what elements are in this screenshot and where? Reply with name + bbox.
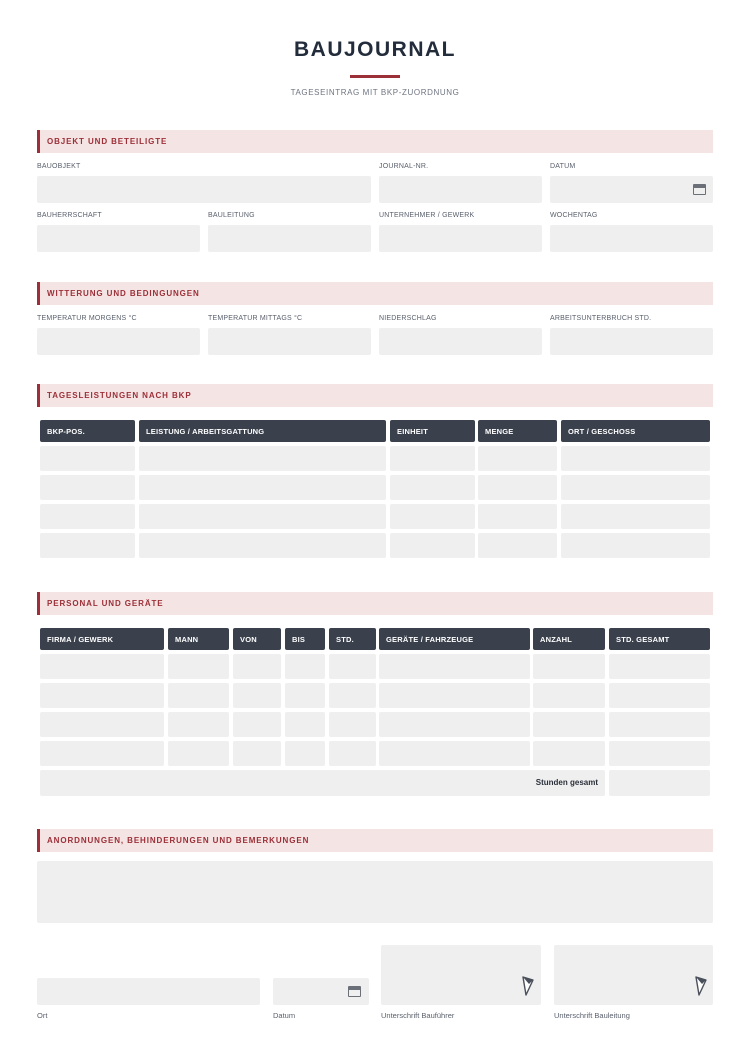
- pen-nib-icon: [694, 975, 708, 997]
- table-cell[interactable]: [40, 683, 164, 708]
- field-temp-mittags[interactable]: [208, 328, 371, 355]
- page-subtitle: TAGESEINTRAG MIT BKP-ZUORDNUNG: [290, 88, 460, 97]
- section-objekt: [37, 130, 713, 153]
- column-header: ORT / GESCHOSS: [561, 420, 710, 442]
- table-cell[interactable]: [533, 712, 605, 737]
- label-footer-datum: Datum: [273, 1011, 296, 1020]
- field-unternehmer[interactable]: [379, 225, 542, 252]
- calendar-icon[interactable]: [348, 986, 361, 997]
- label-sig-baufuehrer: Unterschrift Bauführer: [381, 1011, 455, 1020]
- table-cell[interactable]: [561, 504, 710, 529]
- label-bauleitung: BAULEITUNG: [208, 212, 255, 219]
- table-cell[interactable]: [40, 654, 164, 679]
- table-cell[interactable]: [139, 446, 386, 471]
- table-cell[interactable]: [379, 741, 530, 766]
- table-cell[interactable]: [168, 712, 229, 737]
- signature-baufuehrer[interactable]: [381, 945, 541, 1005]
- table-cell[interactable]: [233, 741, 281, 766]
- table-cell[interactable]: [561, 446, 710, 471]
- table-cell[interactable]: [533, 741, 605, 766]
- label-bauobjekt: BAUOBJEKT: [37, 163, 81, 170]
- table-cell[interactable]: [233, 683, 281, 708]
- pen-nib-icon: [521, 975, 535, 997]
- table-cell[interactable]: [285, 741, 325, 766]
- table-cell[interactable]: [40, 475, 135, 500]
- table-cell[interactable]: [168, 654, 229, 679]
- table-cell[interactable]: [233, 712, 281, 737]
- table-cell[interactable]: [533, 654, 605, 679]
- field-bauherrschaft[interactable]: [37, 225, 200, 252]
- signature-bauleitung[interactable]: [554, 945, 713, 1005]
- table-cell[interactable]: [285, 654, 325, 679]
- field-temp-morgens[interactable]: [37, 328, 200, 355]
- table-cell[interactable]: [390, 504, 475, 529]
- table-cell[interactable]: [40, 446, 135, 471]
- section-witterung-title: WITTERUNG UND BEDINGUNGEN: [47, 289, 200, 298]
- column-header: LEISTUNG / ARBEITSGATTUNG: [139, 420, 386, 442]
- table-cell[interactable]: [285, 683, 325, 708]
- column-header: GERÄTE / FAHRZEUGE: [379, 628, 530, 650]
- section-leistungen: [37, 384, 713, 407]
- field-ort[interactable]: [37, 978, 260, 1005]
- table-cell[interactable]: [379, 683, 530, 708]
- field-total-hours[interactable]: [609, 770, 710, 796]
- table-cell[interactable]: [40, 533, 135, 558]
- column-header: VON: [233, 628, 281, 650]
- table-cell[interactable]: [40, 712, 164, 737]
- table-cell[interactable]: [139, 475, 386, 500]
- table-cell[interactable]: [390, 446, 475, 471]
- section-leistungen-title: TAGESLEISTUNGEN NACH BKP: [47, 391, 192, 400]
- field-bemerkungen[interactable]: [37, 861, 713, 923]
- label-wochentag: WOCHENTAG: [550, 212, 598, 219]
- column-header: BKP-POS.: [40, 420, 135, 442]
- field-bauleitung[interactable]: [208, 225, 371, 252]
- table-cell[interactable]: [609, 683, 710, 708]
- label-niederschlag: NIEDERSCHLAG: [379, 315, 437, 322]
- table-cell[interactable]: [233, 654, 281, 679]
- table-cell[interactable]: [478, 533, 557, 558]
- table-cell[interactable]: [609, 712, 710, 737]
- column-header: MENGE: [478, 420, 557, 442]
- label-temp-mittags: TEMPERATUR MITTAGS °C: [208, 315, 303, 322]
- table-cell[interactable]: [561, 475, 710, 500]
- table-cell[interactable]: [329, 741, 376, 766]
- table-cell[interactable]: [285, 712, 325, 737]
- table-cell[interactable]: [40, 504, 135, 529]
- field-bauobjekt[interactable]: [37, 176, 371, 203]
- label-sig-bauleitung: Unterschrift Bauleitung: [554, 1011, 630, 1020]
- section-personal: [37, 592, 713, 615]
- column-header: FIRMA / GEWERK: [40, 628, 164, 650]
- table-cell[interactable]: [478, 475, 557, 500]
- field-wochentag[interactable]: [550, 225, 713, 252]
- table-cell[interactable]: [168, 741, 229, 766]
- section-bemerkungen: [37, 829, 713, 852]
- label-datum: DATUM: [550, 163, 576, 170]
- table-cell[interactable]: [168, 683, 229, 708]
- table-cell[interactable]: [139, 504, 386, 529]
- field-journal-nr[interactable]: [379, 176, 542, 203]
- table-cell[interactable]: [379, 654, 530, 679]
- table-cell[interactable]: [390, 533, 475, 558]
- label-temp-morgens: TEMPERATUR MORGENS °C: [37, 315, 137, 322]
- column-header: ANZAHL: [533, 628, 605, 650]
- column-header: STD.: [329, 628, 376, 650]
- section-objekt-title: OBJEKT UND BETEILIGTE: [47, 137, 168, 146]
- field-datum[interactable]: [550, 176, 713, 203]
- table-cell[interactable]: [329, 683, 376, 708]
- title-underline: [350, 75, 400, 78]
- table-cell[interactable]: [561, 533, 710, 558]
- field-niederschlag[interactable]: [379, 328, 542, 355]
- table-cell[interactable]: [478, 504, 557, 529]
- table-cell[interactable]: [478, 446, 557, 471]
- label-arbeitsunterbruch: ARBEITSUNTERBRUCH STD.: [550, 315, 652, 322]
- label-journal-nr: JOURNAL-NR.: [379, 163, 429, 170]
- column-header: BIS: [285, 628, 325, 650]
- table-cell[interactable]: [390, 475, 475, 500]
- section-bemerkungen-title: ANORDNUNGEN, BEHINDERUNGEN UND BEMERKUNGEN: [47, 836, 310, 845]
- table-cell[interactable]: [329, 654, 376, 679]
- table-cell[interactable]: [139, 533, 386, 558]
- table-cell[interactable]: [329, 712, 376, 737]
- calendar-icon[interactable]: [693, 184, 706, 195]
- column-header: EINHEIT: [390, 420, 475, 442]
- page-title: BAUJOURNAL: [294, 38, 456, 61]
- total-hours-label: Stunden gesamt: [535, 778, 598, 787]
- column-header: MANN: [168, 628, 229, 650]
- table-cell[interactable]: [533, 683, 605, 708]
- column-header: STD. GESAMT: [609, 628, 710, 650]
- label-bauherrschaft: BAUHERRSCHAFT: [37, 212, 102, 219]
- total-hours-row: [40, 770, 605, 796]
- table-cell[interactable]: [609, 654, 710, 679]
- section-personal-title: PERSONAL UND GERÄTE: [47, 599, 164, 608]
- label-ort: Ort: [37, 1011, 48, 1020]
- section-witterung: [37, 282, 713, 305]
- table-cell[interactable]: [609, 741, 710, 766]
- field-arbeitsunterbruch[interactable]: [550, 328, 713, 355]
- table-cell[interactable]: [379, 712, 530, 737]
- label-unternehmer: UNTERNEHMER / GEWERK: [379, 212, 475, 219]
- table-cell[interactable]: [40, 741, 164, 766]
